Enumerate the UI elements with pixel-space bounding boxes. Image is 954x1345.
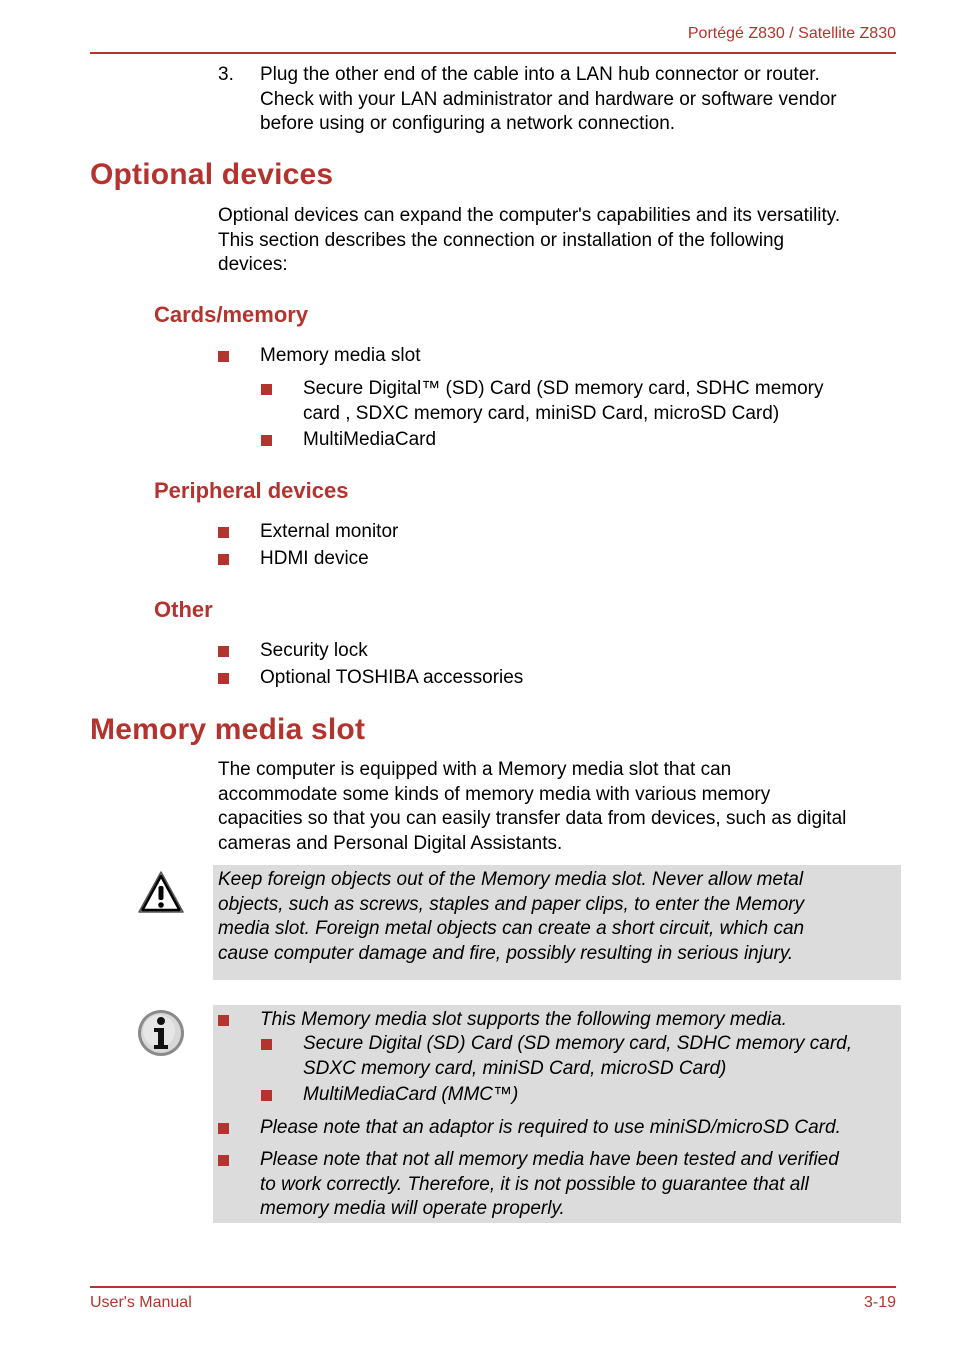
bullet-square-icon — [218, 527, 229, 538]
step-line: before using or configuring a network connection. — [260, 113, 676, 134]
paragraph-line: cameras and Personal Digital Assistants. — [218, 832, 563, 854]
list-subitem-line: Secure Digital™ (SD) Card (SD memory card, SDHC memory — [303, 378, 824, 399]
note-subitem: MultiMediaCard (MMC™) — [303, 1084, 519, 1105]
caution-line: cause computer damage and fire, possibly resulting in serious injury. — [218, 942, 794, 964]
paragraph-line: The computer is equipped with a Memory media slot that can — [218, 759, 732, 780]
caution-line: objects, such as screws, staples and paper clips, to enter the Memory — [218, 893, 805, 915]
bullet-square-icon — [218, 646, 229, 657]
list-subitem: MultiMediaCard — [303, 429, 437, 450]
bullet-square-icon — [261, 435, 272, 446]
note-item — [260, 1148, 839, 1222]
note-subitem-line: SDXC memory card, miniSD Card, microSD Card) — [303, 1057, 727, 1079]
optional-devices-intro — [218, 204, 840, 278]
warning-triangle-icon — [136, 868, 186, 918]
list-item: External monitor — [260, 521, 399, 542]
info-icon — [136, 1008, 186, 1058]
bullet-square-icon — [261, 384, 272, 395]
step-text — [260, 63, 837, 137]
caution-text — [218, 868, 804, 966]
header-rule — [90, 52, 896, 54]
list-item: HDMI device — [260, 548, 369, 569]
note-subitem — [303, 1032, 852, 1081]
note-item: This Memory media slot supports the following memory media. — [260, 1009, 787, 1030]
bullet-square-icon — [218, 1015, 229, 1026]
subheading-peripheral-devices: Peripheral devices — [154, 478, 349, 503]
step-line: Plug the other end of the cable into a LAN hub connector or router. — [260, 64, 820, 85]
paragraph-line: capacities so that you can easily transfer data from devices, such as digital — [218, 808, 847, 829]
note-item-line: to work correctly. Therefore, it is not possible to guarantee that all — [260, 1173, 809, 1195]
paragraph-line: accommodate some kinds of memory media with various memory — [218, 783, 771, 805]
section-heading-optional-devices: Optional devices — [90, 158, 334, 191]
footer-manual-title: User's Manual — [90, 1294, 192, 1311]
note-item: Please note that an adaptor is required to use miniSD/microSD Card. — [260, 1117, 841, 1138]
section-heading-memory-media-slot: Memory media slot — [90, 713, 366, 746]
note-subitem-line: Secure Digital (SD) Card (SD memory card, SDHC memory card, — [303, 1033, 853, 1054]
bullet-square-icon — [218, 1155, 229, 1166]
list-item: Optional TOSHIBA accessories — [260, 667, 524, 688]
bullet-square-icon — [218, 351, 229, 362]
footer-rule — [90, 1286, 896, 1288]
list-subitem-line: card , SDXC memory card, miniSD Card, microSD Card) — [303, 402, 780, 424]
page-number: 3-19 — [863, 1294, 896, 1311]
step-number: 3. — [218, 64, 234, 85]
bullet-square-icon — [218, 673, 229, 684]
bullet-square-icon — [261, 1090, 272, 1101]
step-line: Check with your LAN administrator and hardware or software vendor — [260, 88, 837, 110]
memory-media-intro — [218, 758, 846, 856]
paragraph-line: Optional devices can expand the computer's capabilities and its versatility. — [218, 205, 841, 226]
caution-line: media slot. Foreign metal objects can create a short circuit, which can — [218, 918, 805, 939]
list-item: Memory media slot — [260, 345, 421, 366]
running-header: Portégé Z830 / Satellite Z830 — [687, 25, 896, 42]
paragraph-line: devices: — [218, 254, 288, 275]
subheading-other: Other — [154, 597, 213, 622]
subheading-cards-memory: Cards/memory — [154, 302, 309, 327]
list-subitem — [303, 377, 824, 426]
note-item-line: Please note that not all memory media have been tested and verified — [260, 1149, 839, 1170]
caution-line: Keep foreign objects out of the Memory media slot. Never allow metal — [218, 869, 804, 890]
list-item: Security lock — [260, 640, 368, 661]
bullet-square-icon — [261, 1039, 272, 1050]
bullet-square-icon — [218, 1123, 229, 1134]
note-item-line: memory media will operate properly. — [260, 1198, 565, 1219]
paragraph-line: This section describes the connection or installation of the following — [218, 229, 785, 251]
bullet-square-icon — [218, 554, 229, 565]
